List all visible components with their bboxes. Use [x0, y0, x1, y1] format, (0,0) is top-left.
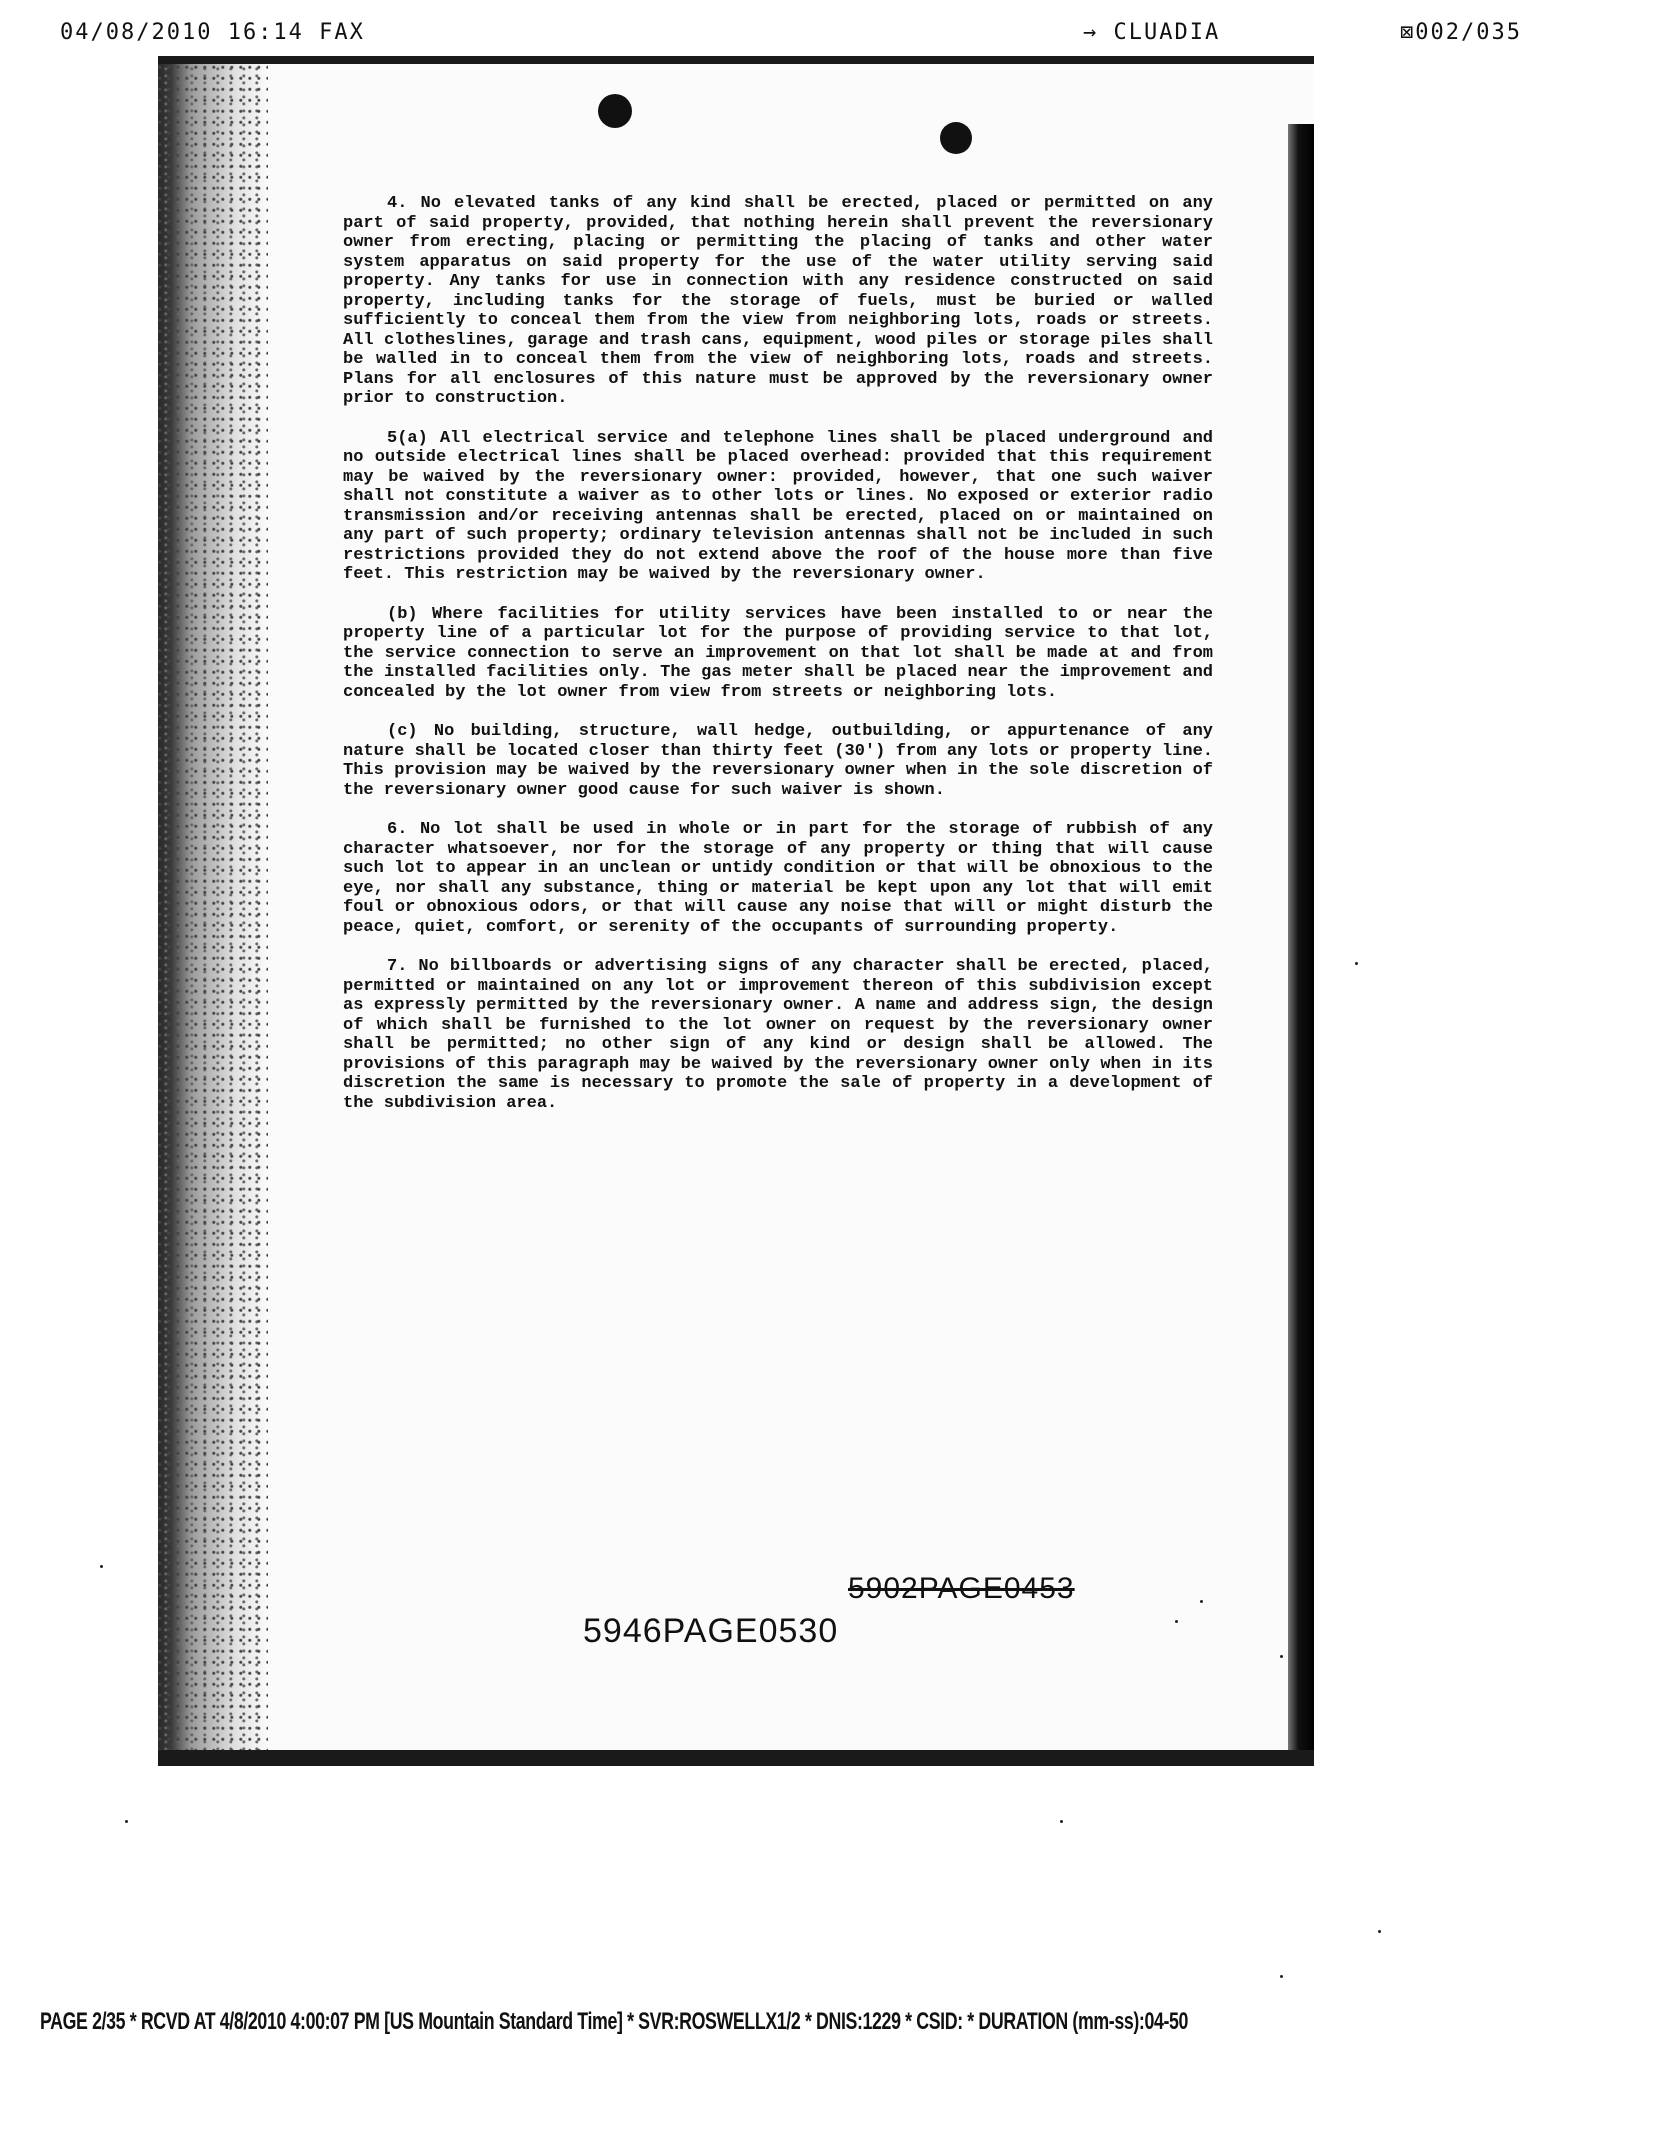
scan-speck	[1060, 1820, 1063, 1823]
scanned-page	[158, 56, 1314, 1766]
scan-speck	[1280, 1975, 1283, 1978]
paragraph-5a: 5(a) All electrical service and telephone lines shall be placed underground and no outside electrical lines shall be placed overhead: provided that this requirement may be waived by the reversionary owner: provided, however, that one such waiver shall not constitute a waiver as to other lots or lines. No exposed or exterior radio transmission and/or receiving antennas shall be erected, placed on or maintained on any part of such property; ordinary television antennas shall not be included in such restrictions provided they do not extend above the roof of the house more than five feet. This restriction may be waived by the reversionary owner.	[343, 428, 1213, 584]
scan-speck	[1200, 1600, 1203, 1603]
fax-recipient: → CLUADIA	[1083, 20, 1221, 45]
paragraph-7: 7. No billboards or advertising signs of any character shall be erected, placed, permitted or maintained on any lot or improvement thereon of this subdivision except as expressly permitted by the reversionary owner. A name and address sign, the design of which shall be furnished to the lot owner on request by the reversionary owner shall be permitted; no other sign of any kind or design shall be allowed. The provisions of this paragraph may be waived by the reversionary owner only when in its discretion the same is necessary to promote the sale of property in a development of the subdivision area.	[343, 957, 1213, 1113]
punch-hole-icon	[598, 94, 632, 128]
paragraph-5c: (c) No building, structure, wall hedge, outbuilding, or appurtenance of any nature shall be located closer than thirty feet (30') from any lots or property line. This provision may be waived by the reversionary owner when in the sole discretion of the reversionary owner good cause for such waiver is shown.	[343, 722, 1213, 800]
scan-speck	[1175, 1620, 1178, 1623]
stamp-dot-icon	[940, 122, 972, 154]
scan-speck	[1355, 962, 1358, 965]
scan-speck	[1378, 1930, 1381, 1933]
fax-header	[60, 20, 1520, 52]
scan-speck	[100, 1565, 103, 1568]
scan-shadow-right	[1288, 124, 1314, 1750]
document-body	[343, 194, 1213, 1133]
fax-timestamp: 04/08/2010 16:14 FAX	[60, 20, 365, 45]
scan-speck	[1280, 1655, 1283, 1658]
struck-book-page-reference: 5902PAGE0453	[848, 1572, 1075, 1605]
paragraph-6: 6. No lot shall be used in whole or in part for the storage of rubbish of any character whatsoever, nor for the storage of any property or thing that will cause such lot to appear in an unclean or untidy condition or that will be obnoxious to the eye, nor shall any substance, thing or material be kept upon any lot that will emit foul or obnoxious odors, or that will cause any noise that will or might disturb the peace, quiet, comfort, or serenity of the occupants of surrounding property.	[343, 820, 1213, 937]
fax-page-count: ⊠002/035	[1400, 20, 1522, 45]
book-page-reference: 5946PAGE0530	[583, 1612, 839, 1650]
paragraph-5b: (b) Where facilities for utility services have been installed to or near the property line of a particular lot for the purpose of providing service to that lot, the service connection to serve an improvement on that lot shall be made at and from the installed facilities only. The gas meter shall be placed near the improvement and concealed by the lot owner from view from streets or neighboring lots.	[343, 604, 1213, 702]
paragraph-4: 4. No elevated tanks of any kind shall be erected, placed or permitted on any part of said property, provided, that nothing herein shall prevent the reversionary owner from erecting, placing or permitting the placing of tanks and other water system apparatus on said property for the use of the water utility serving said property. Any tanks for use in connection with any residence constructed on said property, including tanks for the storage of fuels, must be buried or walled sufficiently to conceal them from the view from neighboring lots, roads or streets. All clotheslines, garage and trash cans, equipment, wood piles or storage piles shall be walled in to conceal them from the view of neighboring lots, roads and streets. Plans for all enclosures of this nature must be approved by the reversionary owner prior to construction.	[343, 194, 1213, 408]
fax-receipt-footer: PAGE 2/35 * RCVD AT 4/8/2010 4:00:07 PM [US Mountain Standard Time] * SVR:ROSWELLX1/2 * DNIS:1229 * CSID: * DURATION (mm-ss):04-50	[40, 2008, 1189, 2035]
scan-shadow-left	[158, 64, 268, 1750]
scan-speck	[125, 1820, 128, 1823]
